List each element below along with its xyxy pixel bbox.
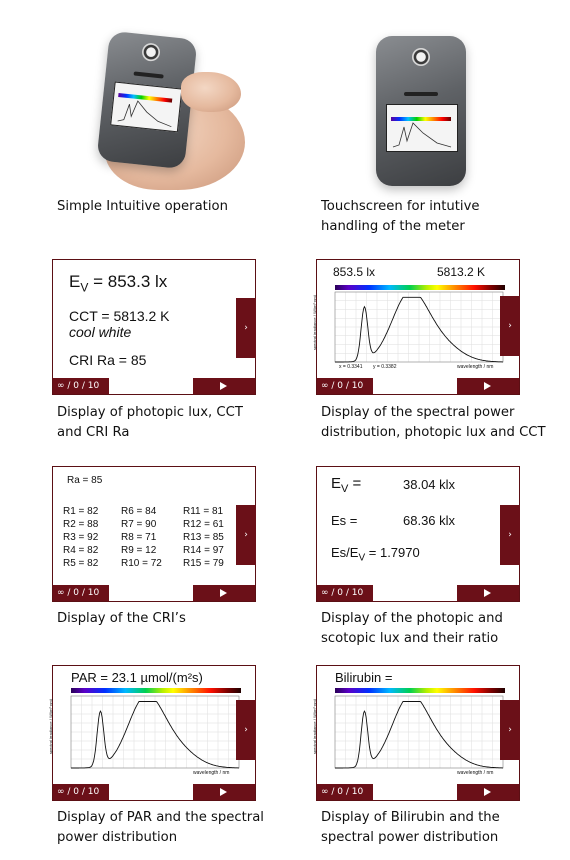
x-axis-label: wavelength / nm <box>457 364 494 370</box>
next-page-tab[interactable]: › <box>236 505 256 565</box>
device-slot <box>404 92 438 96</box>
status-counter: ∞ / 0 / 10 <box>53 784 109 800</box>
cri-r4: R4 = 82 <box>63 545 99 556</box>
cri-r15: R15 = 79 <box>183 558 224 569</box>
es-label: Es = <box>331 513 358 528</box>
screen-spectrum-lux-cct <box>312 259 520 395</box>
cct-readout: 5813.2 K <box>437 265 486 279</box>
cri-column-1 <box>63 505 98 570</box>
meter-device-photo <box>376 36 466 186</box>
caption-simple-operation: Simple Intuitive operation <box>57 199 228 214</box>
status-counter: ∞ / 0 / 10 <box>53 585 109 601</box>
play-icon <box>484 382 491 390</box>
spectrum-chart-2 <box>53 666 257 802</box>
ratio-readout: $Es/E_V = 1.7970$ <box>331 545 420 564</box>
device-in-hand-photo <box>85 30 250 190</box>
cri-column-3 <box>183 505 224 570</box>
spectrum-chart-3 <box>317 666 521 802</box>
caption-lux-cct-cri: Display of photopic lux, CCT and CRI Ra <box>57 405 243 440</box>
next-page-tab[interactable]: › <box>500 700 520 760</box>
bilirubin-title: Bilirubin = <box>335 670 393 685</box>
caption-scotopic: Display of the photopic and scotopic lux and their ratio <box>321 611 503 646</box>
caption-par: Display of PAR and the spectral power distribution <box>57 810 264 845</box>
status-counter: ∞ / 0 / 10 <box>317 784 373 800</box>
play-icon <box>220 382 227 390</box>
cri-column-2 <box>121 505 162 570</box>
ev-value: 38.04 klx <box>403 477 456 492</box>
ev-label: $E_V$ = <box>331 475 362 495</box>
x-axis-label: wavelength / nm <box>193 770 230 776</box>
sensor-lens <box>412 48 430 66</box>
cri-r6: R6 = 84 <box>121 506 157 517</box>
status-counter: ∞ / 0 / 10 <box>53 378 109 394</box>
cct-readout: CCT = 5813.2 K <box>69 308 170 324</box>
ev-readout: $E_V = 853.3$ lx <box>69 272 168 295</box>
ra-readout: Ra = 85 <box>67 475 103 486</box>
play-icon <box>484 788 491 796</box>
play-icon <box>220 589 227 597</box>
play-button[interactable] <box>193 378 255 394</box>
play-button[interactable] <box>457 784 519 800</box>
sensor-lens <box>141 42 161 62</box>
caption-bilirubin: Display of Bilirubin and the spectral power distribution <box>321 810 500 845</box>
screen-bilirubin <box>312 665 520 801</box>
y-axis-label: spectral irradiance / W/(m²·nm) <box>312 294 318 351</box>
es-value: 68.36 klx <box>403 513 456 528</box>
device-slot <box>133 71 163 78</box>
next-page-tab[interactable]: › <box>500 296 520 356</box>
status-counter: ∞ / 0 / 10 <box>317 378 373 394</box>
chromaticity-y: y = 0.3382 <box>373 364 397 370</box>
cri-r1: R1 = 82 <box>63 506 99 517</box>
chromaticity-x: x = 0.3341 <box>339 364 363 370</box>
cri-r9: R9 = 12 <box>121 545 157 556</box>
status-counter: ∞ / 0 / 10 <box>317 585 373 601</box>
cri-r11: R11 = 81 <box>183 506 224 517</box>
cri-r3: R3 = 92 <box>63 532 99 543</box>
chart-grid <box>71 696 239 768</box>
cri-r7: R7 = 90 <box>121 519 157 530</box>
play-button[interactable] <box>457 378 519 394</box>
cct-description: cool white <box>69 324 132 340</box>
device-screen <box>110 82 182 133</box>
par-title: PAR = 23.1 µmol/(m²s) <box>71 670 203 685</box>
cri-r5: R5 = 82 <box>63 558 99 569</box>
screen-lux-cct-cri <box>52 259 256 395</box>
device-screen <box>386 104 458 152</box>
y-axis-label: spectral irradiance / W/(m²·nm) <box>48 698 54 755</box>
chart-grid <box>335 696 503 768</box>
caption-touchscreen: Touchscreen for intutive handling of the meter <box>321 199 480 234</box>
play-button[interactable] <box>457 585 519 601</box>
chart-grid <box>335 292 503 362</box>
next-page-tab[interactable]: › <box>500 505 520 565</box>
play-icon <box>484 589 491 597</box>
cri-readout: CRI Ra = 85 <box>69 352 147 368</box>
cri-r14: R14 = 97 <box>183 545 224 556</box>
play-button[interactable] <box>193 784 255 800</box>
x-axis-label: wavelength / nm <box>457 770 494 776</box>
play-button[interactable] <box>193 585 255 601</box>
screen-cri-values <box>52 466 256 602</box>
cri-r13: R13 = 85 <box>183 532 224 543</box>
next-page-tab[interactable]: › <box>236 700 256 760</box>
play-icon <box>220 788 227 796</box>
thumb <box>181 72 241 112</box>
cri-r2: R2 = 88 <box>63 519 99 530</box>
cri-r10: R10 = 72 <box>121 558 162 569</box>
caption-cri: Display of the CRI’s <box>57 611 186 626</box>
y-axis-label: spectral irradiance / W/(m²·nm) <box>312 698 318 755</box>
next-page-tab[interactable]: › <box>236 298 256 358</box>
spectrum-chart-1 <box>317 260 521 396</box>
lux-readout: 853.5 lx <box>333 265 376 279</box>
cri-r8: R8 = 71 <box>121 532 157 543</box>
screen-par <box>48 665 256 801</box>
cri-r12: R12 = 61 <box>183 519 224 530</box>
caption-spd: Display of the spectral power distribution, photopic lux and CCT <box>321 405 546 440</box>
screen-photopic-scotopic <box>316 466 520 602</box>
